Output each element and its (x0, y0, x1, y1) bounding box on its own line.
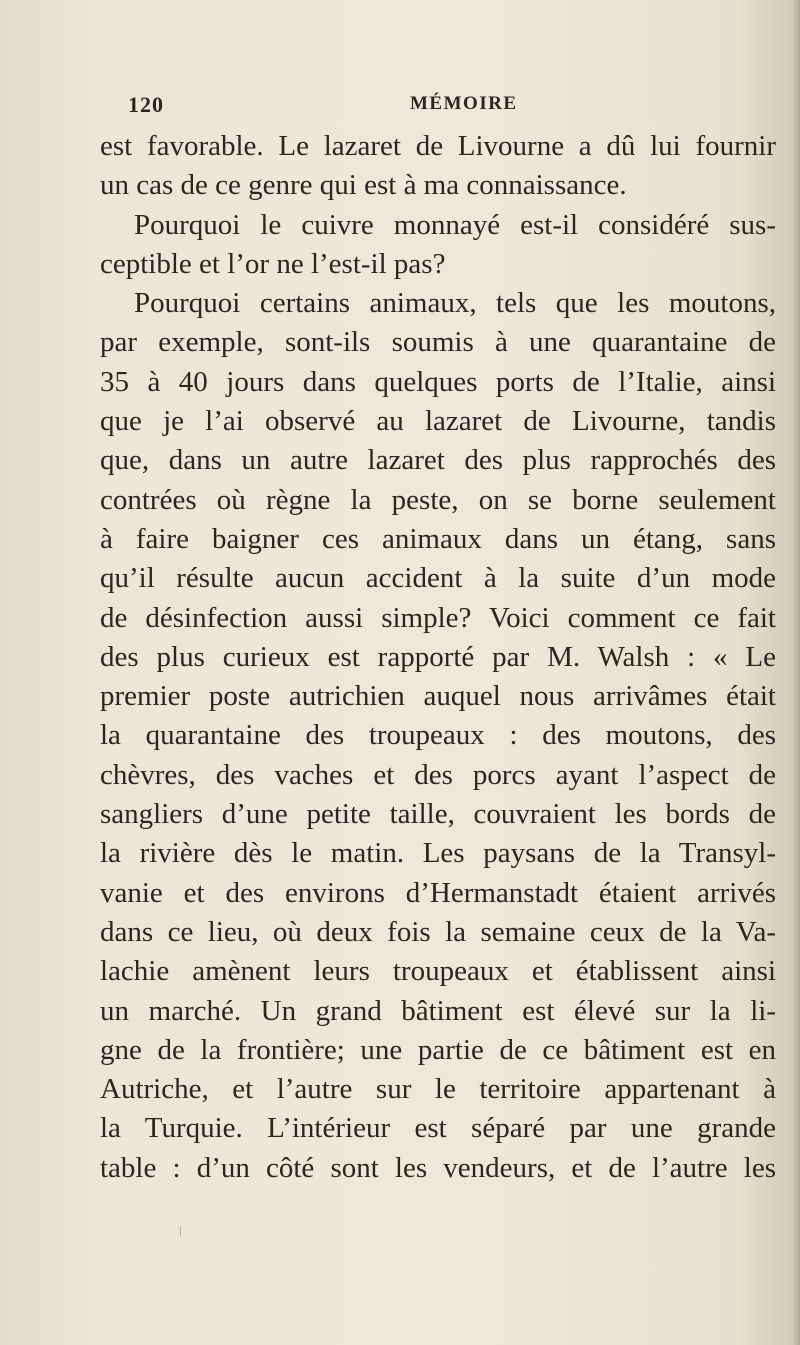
page-number: 120 (128, 92, 164, 117)
text-line: Autriche, et l’autre sur le territoire appartenant à (100, 1073, 776, 1106)
text-line: dans ce lieu, où deux fois la semaine ceux de la Va- (100, 915, 776, 948)
text-line: un marché. Un grand bâtiment est élevé sur la li- (100, 994, 776, 1027)
text-line: Pourquoi le cuivre monnayé est-il considéré sus- (134, 208, 776, 241)
text-line: 35 à 40 jours dans quelques ports de l’Italie, ainsi (100, 365, 776, 398)
print-mark (180, 1226, 181, 1236)
text-line: des plus curieux est rapporté par M. Walsh : « Le (100, 640, 776, 673)
text-line: la quarantaine des troupeaux : des moutons, des (100, 719, 776, 752)
body-text (100, 127, 776, 1188)
text-line: Pourquoi certains animaux, tels que les moutons, (134, 287, 776, 320)
text-line: de désinfection aussi simple? Voici comment ce fait (100, 601, 776, 634)
text-line: contrées où règne la peste, on se borne seulement (100, 483, 776, 516)
text-line: la Turquie. L’intérieur est séparé par une grande (100, 1112, 776, 1145)
text-line: que je l’ai observé au lazaret de Livourne, tandis (100, 405, 776, 438)
text-line: lachie amènent leurs troupeaux et établissent ainsi (100, 955, 776, 988)
text-line: sangliers d’une petite taille, couvraient les bords de (100, 798, 776, 831)
text-line: vanie et des environs d’Hermanstadt étaient arrivés (100, 876, 776, 909)
text-line: table : d’un côté sont les vendeurs, et de l’autre les (100, 1151, 776, 1184)
page-edge-shadow (792, 0, 800, 1345)
text-line: gne de la frontière; une partie de ce bâtiment est en (100, 1033, 776, 1066)
text-line: ceptible et l’or ne l’est-il pas? (100, 247, 446, 280)
text-line: qu’il résulte aucun accident à la suite d’un mode (100, 562, 776, 595)
text-line: un cas de ce genre qui est à ma connaissance. (100, 169, 627, 202)
text-line: à faire baigner ces animaux dans un étang, sans (100, 522, 776, 555)
text-line: par exemple, sont-ils soumis à une quarantaine de (100, 326, 776, 359)
text-line: que, dans un autre lazaret des plus rapprochés des (100, 444, 776, 477)
running-head: MÉMOIRE (410, 93, 518, 114)
page-header (128, 92, 768, 122)
text-line: chèvres, des vaches et des porcs ayant l’aspect de (100, 758, 776, 791)
text-line: est favorable. Le lazaret de Livourne a dû lui fournir (100, 130, 776, 162)
text-line: la rivière dès le matin. Les paysans de la Transyl- (100, 837, 776, 870)
text-line: premier poste autrichien auquel nous arrivâmes était (100, 680, 776, 713)
